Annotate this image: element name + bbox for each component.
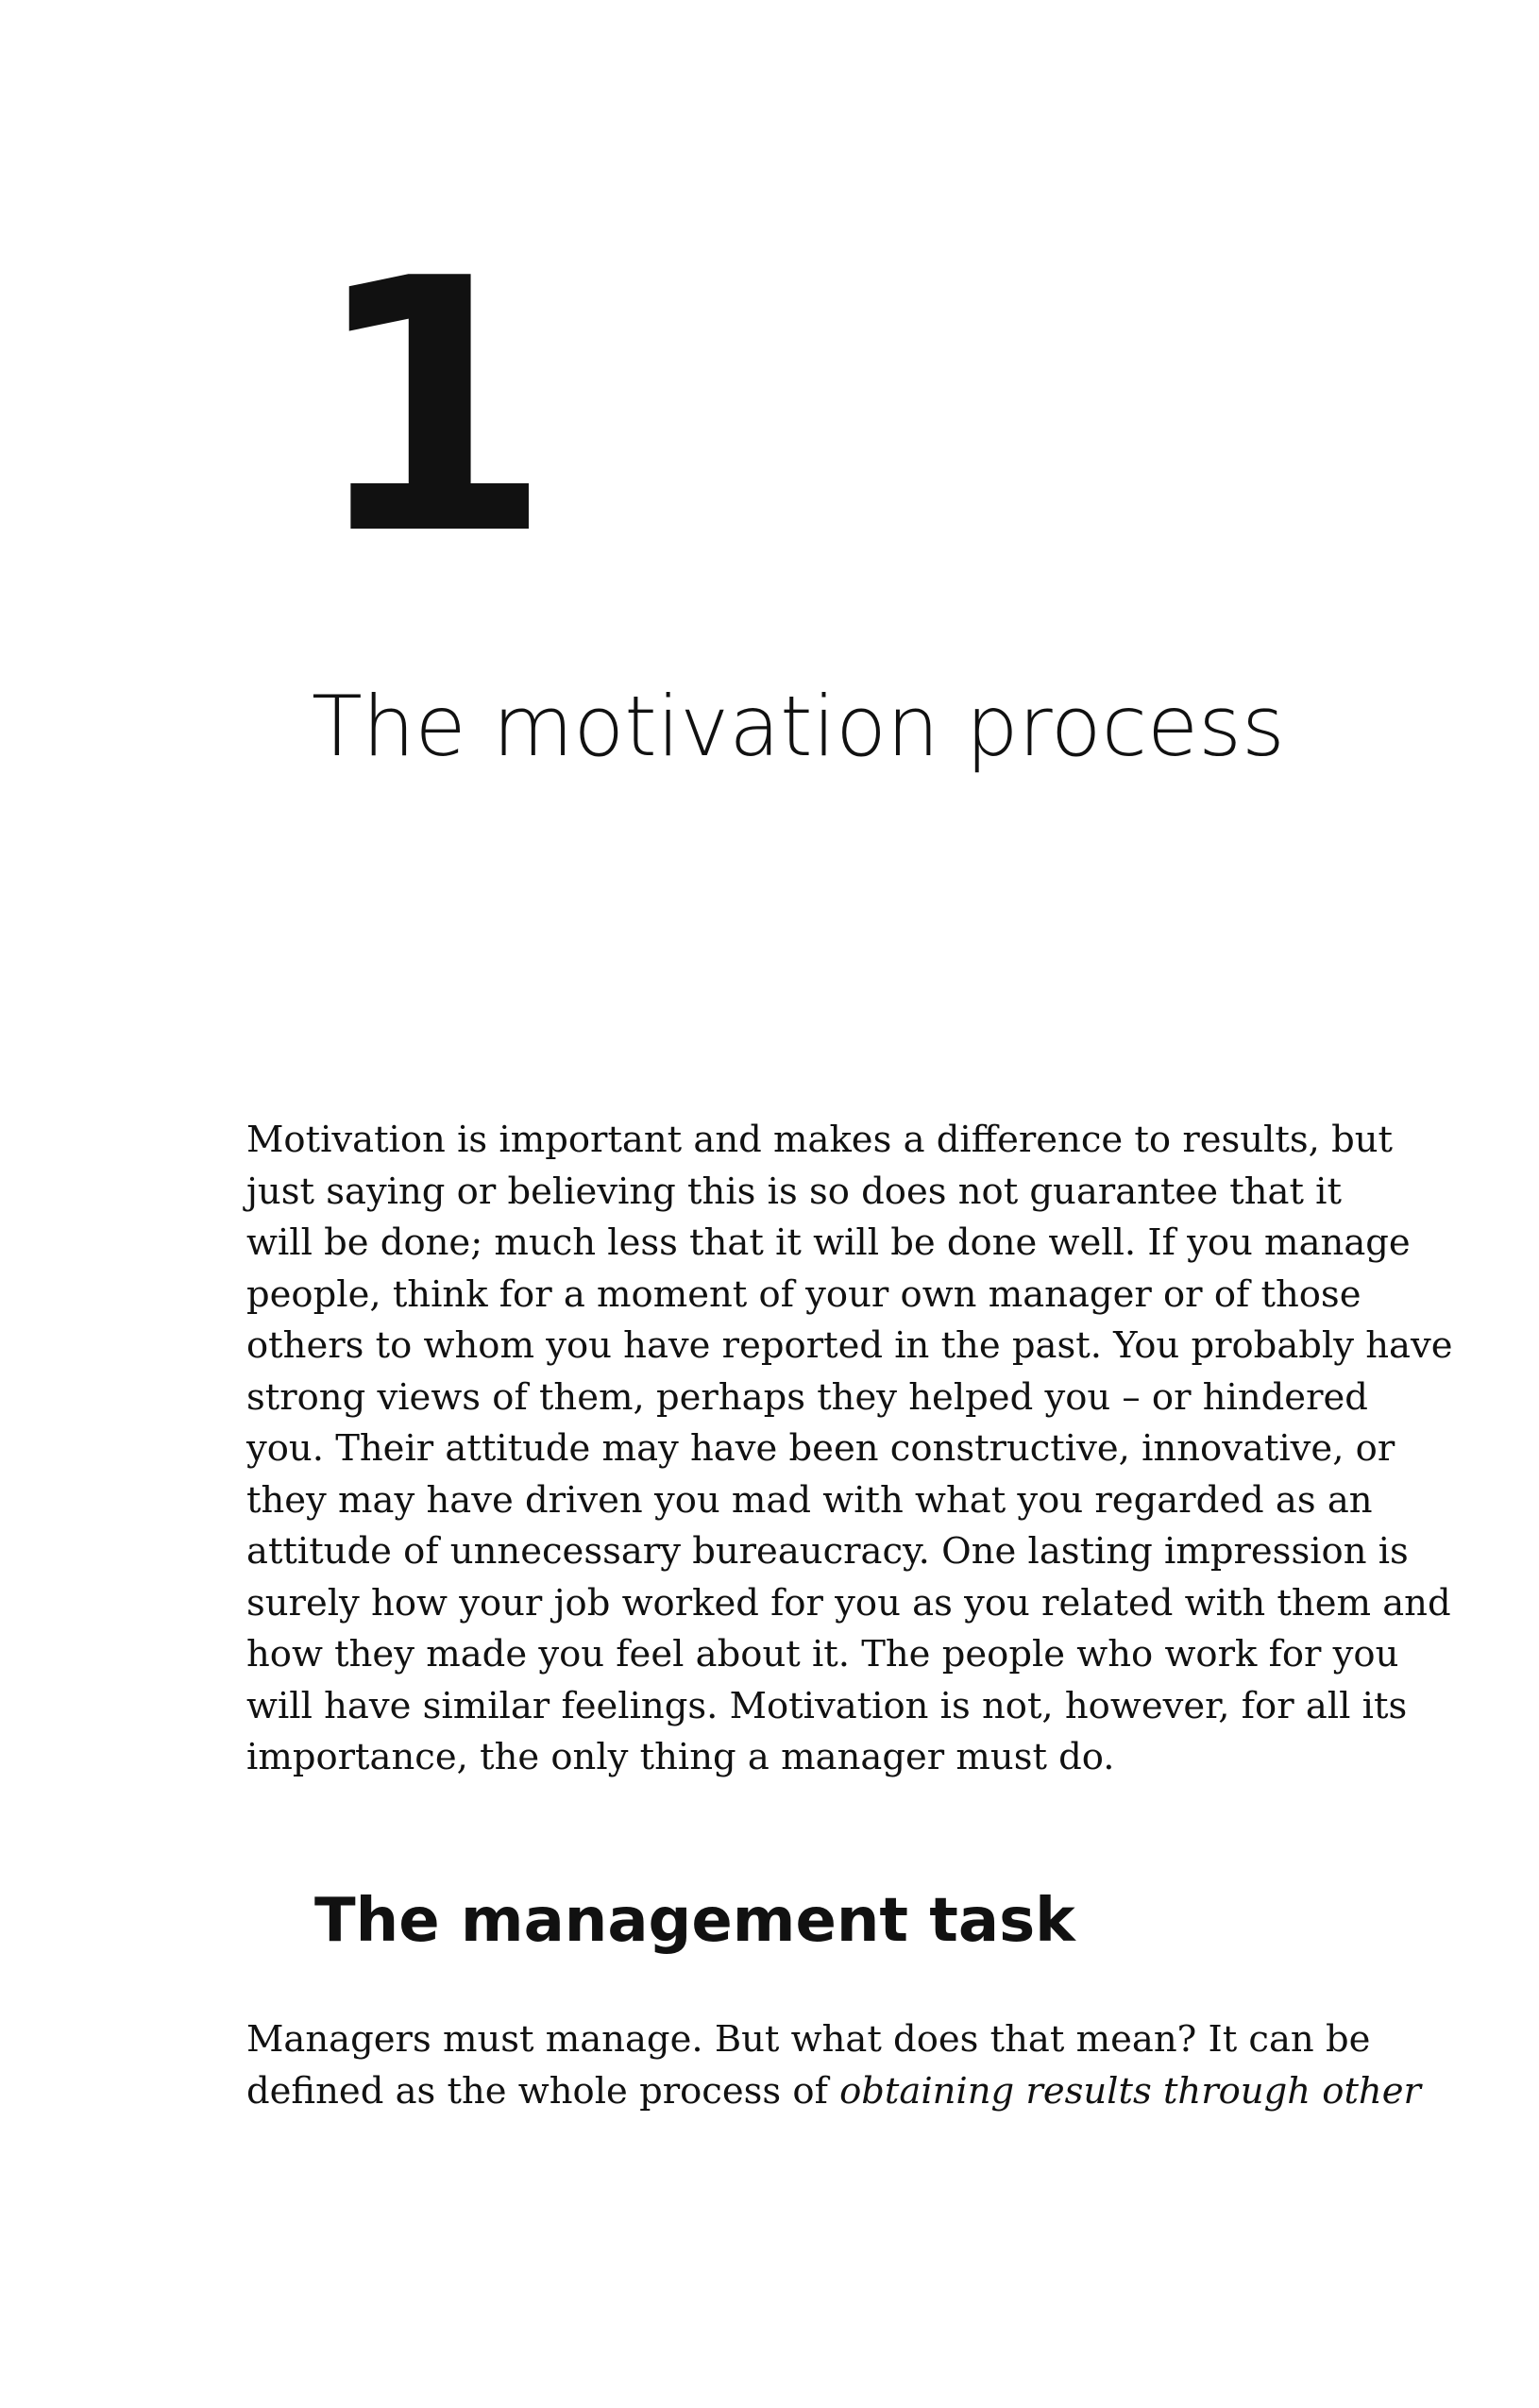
section-heading: The management task xyxy=(314,1886,1075,1956)
chapter-number: 1 xyxy=(310,206,544,612)
paragraph-line: will be done; much less that it will be done well. If you manage xyxy=(246,1221,1411,1264)
paragraph-line: surely how your job worked for you as you related with them and xyxy=(246,1581,1451,1625)
paragraph-line: they may have driven you mad with what you regarded as an xyxy=(246,1478,1373,1522)
chapter-title: The motivation process xyxy=(312,678,1285,775)
paragraph-line: will have similar feelings. Motivation is not, however, for all its xyxy=(246,1684,1408,1727)
intro-paragraph xyxy=(246,1115,1453,1784)
paragraph-line: strong views of them, perhaps they helped you – or hindered xyxy=(246,1375,1368,1419)
paragraph-line: Motivation is important and makes a difference to results, but xyxy=(246,1119,1393,1161)
paragraph-line xyxy=(246,2066,1421,2118)
paragraph-line: you. Their attitude may have been constructive, innovative, or xyxy=(246,1427,1395,1470)
line-text: defined as the whole process of xyxy=(246,2069,840,2113)
paragraph-line: Managers must manage. But what does that mean? It can be xyxy=(246,2018,1371,2061)
paragraph-line: others to whom you have reported in the past. You probably have xyxy=(246,1324,1453,1367)
paragraph-line: people, think for a moment of your own manager or of those xyxy=(246,1272,1361,1316)
management-task-paragraph xyxy=(246,2014,1421,2117)
paragraph-line: how they made you feel about it. The people who work for you xyxy=(246,1633,1399,1675)
paragraph-line: attitude of unnecessary bureaucracy. One lasting impression is xyxy=(246,1530,1409,1573)
italic-phrase: obtaining results through other xyxy=(839,2069,1421,2113)
paragraph-line: importance, the only thing a manager must do. xyxy=(246,1736,1115,1778)
paragraph-line: just saying or believing this is so does not guarantee that it xyxy=(246,1170,1342,1213)
